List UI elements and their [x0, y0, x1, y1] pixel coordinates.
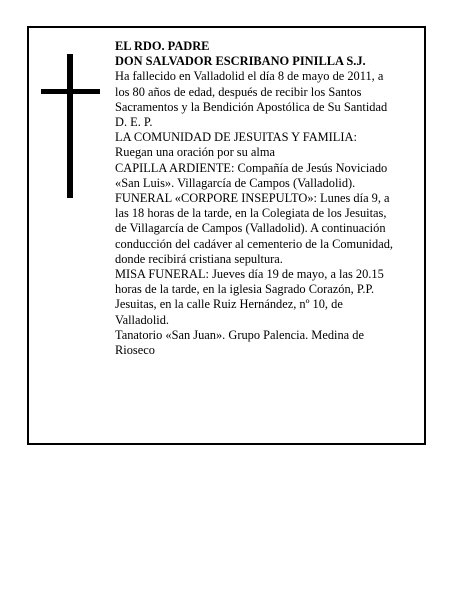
- body-line: Tanatorio «San Juan». Grupo Palencia. Medina de: [115, 327, 364, 342]
- body-line: Ruegan una oración por su alma: [115, 145, 275, 160]
- body-line: Rioseco: [115, 343, 155, 358]
- body-line: «San Luis». Villagarcía de Campos (Valladolid).: [115, 175, 356, 190]
- body-line: los 80 años de edad, después de recibir los Santos: [115, 84, 362, 99]
- body-line: MISA FUNERAL: Jueves día 19 de mayo, a las 20.15: [115, 267, 384, 282]
- cross-vertical-bar: [67, 54, 73, 198]
- body-line: las 18 horas de la tarde, en la Colegiata de los Jesuitas,: [115, 206, 387, 221]
- body-line: Jesuitas, en la calle Ruiz Hernández, nº 10, de: [115, 297, 343, 312]
- body-line: donde recibirá cristiana sepultura.: [115, 251, 283, 266]
- body-line: Valladolid.: [115, 312, 170, 327]
- body-line: LA COMUNIDAD DE JESUITAS Y FAMILIA:: [115, 130, 357, 145]
- obituary-notice: [27, 26, 426, 445]
- body-line: Sacramentos y la Bendición Apostólica de Su Santidad: [115, 99, 388, 114]
- body-line: CAPILLA ARDIENTE: Compañía de Jesús Noviciado: [115, 160, 388, 175]
- heading-line-title: EL RDO. PADRE: [115, 39, 210, 53]
- body-line: de Villagarcía de Campos (Valladolid). A continuación: [115, 221, 386, 236]
- body-line: FUNERAL «CORPORE INSEPULTO»: Lunes día 9, a: [115, 191, 390, 206]
- notice-text: [115, 39, 423, 358]
- heading-line-name: DON SALVADOR ESCRIBANO PINILLA S.J.: [115, 54, 366, 69]
- cross-horizontal-bar: [41, 89, 100, 94]
- body-line: D. E. P.: [115, 115, 153, 130]
- cross-icon: [41, 54, 101, 198]
- body-line: Ha fallecido en Valladolid el día 8 de mayo de 2011, a: [115, 69, 384, 84]
- body-line: conducción del cadáver al cementerio de la Comunidad,: [115, 236, 393, 251]
- body-line: horas de la tarde, en la iglesia Sagrado Corazón, P.P.: [115, 282, 375, 297]
